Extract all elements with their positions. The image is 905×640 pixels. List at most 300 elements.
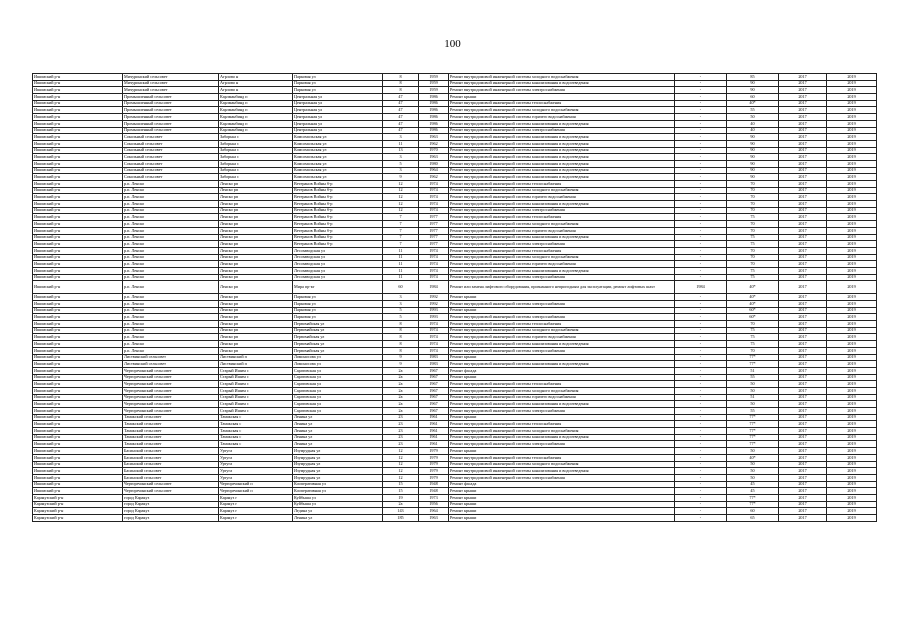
work-type-cell: Ремонт внутридомовой инженерной системы горячего водоснабжения xyxy=(449,227,675,234)
plan-start-cell: 2017 xyxy=(779,134,827,141)
plan-start-cell: 2017 xyxy=(779,414,827,421)
district-cell: Ишимский р-н xyxy=(33,307,123,314)
year-built-cell: 1962 xyxy=(419,174,449,181)
wear-percent-cell: 75 xyxy=(727,267,779,274)
house-number-cell: 5 xyxy=(383,314,419,321)
settlement-cell: Старый Ишим с xyxy=(219,367,293,374)
municipality-cell: р.п. Ленско xyxy=(123,234,219,241)
table-row xyxy=(33,100,877,107)
house-number-cell: 60 xyxy=(383,281,419,294)
district-cell: Ишимский р-н xyxy=(33,448,123,455)
plan-end-cell: 2019 xyxy=(827,281,877,294)
table-row xyxy=(33,394,877,401)
wear-percent-cell: 70 xyxy=(727,221,779,228)
street-cell: Лесозаводская ул xyxy=(293,261,383,268)
plan-start-cell: 2017 xyxy=(779,515,827,522)
last-repair-year-cell: - xyxy=(675,227,727,234)
year-built-cell: 1992 xyxy=(419,294,449,301)
wear-percent-cell: 77* xyxy=(727,441,779,448)
wear-percent-cell: 77* xyxy=(727,494,779,501)
municipality-cell: р.п. Ленско xyxy=(123,201,219,208)
work-type-cell: Ремонт крыши xyxy=(449,94,675,101)
house-number-cell: 2а xyxy=(383,367,419,374)
work-type-cell: Ремонт внутридомовой инженерной системы теплоснабжения xyxy=(449,321,675,328)
table-row xyxy=(33,174,877,181)
municipality-cell: р.п. Ленско xyxy=(123,347,219,354)
plan-start-cell: 2017 xyxy=(779,241,827,248)
street-cell: Ветеранов Войны б-р xyxy=(293,241,383,248)
municipality-cell: Сокольный сельсовет xyxy=(123,174,219,181)
last-repair-year-cell: - xyxy=(675,94,727,101)
wear-percent-cell: 77* xyxy=(727,428,779,435)
last-repair-year-cell: - xyxy=(675,428,727,435)
house-number-cell: 47 xyxy=(383,127,419,134)
plan-end-cell: 2019 xyxy=(827,307,877,314)
house-number-cell: 5 xyxy=(383,160,419,167)
street-cell: Комсомольская ул xyxy=(293,174,383,181)
table-row xyxy=(33,247,877,254)
year-built-cell: 1964 xyxy=(419,508,449,515)
house-number-cell: 47 xyxy=(383,114,419,121)
settlement-cell: Ленско рп xyxy=(219,307,293,314)
plan-start-cell: 2017 xyxy=(779,301,827,308)
street-cell: Ленина ул xyxy=(293,441,383,448)
last-repair-year-cell: - xyxy=(675,167,727,174)
plan-start-cell: 2017 xyxy=(779,261,827,268)
last-repair-year-cell: - xyxy=(675,354,727,361)
wear-percent-cell: 50 xyxy=(727,381,779,388)
house-number-cell: 19 xyxy=(383,494,419,501)
work-type-cell: Ремонт внутридомовой инженерной системы канализования и водоотведения xyxy=(449,267,675,274)
district-cell: Ишимский р-н xyxy=(33,347,123,354)
municipality-cell: город Каракуз xyxy=(123,515,219,522)
plan-end-cell: 2019 xyxy=(827,214,877,221)
work-type-cell: Ремонт внутридомовой инженерной системы горячего водоснабжения xyxy=(449,394,675,401)
plan-start-cell: 2017 xyxy=(779,254,827,261)
plan-start-cell: 2017 xyxy=(779,421,827,428)
municipality-cell: Промышленный сельсовет xyxy=(123,127,219,134)
municipality-cell: р.п. Ленско xyxy=(123,247,219,254)
plan-start-cell: 2017 xyxy=(779,154,827,161)
district-cell: Ишимский р-н xyxy=(33,160,123,167)
plan-end-cell: 2019 xyxy=(827,167,877,174)
year-built-cell: 1948 xyxy=(419,481,449,488)
table-row xyxy=(33,207,877,214)
year-built-cell: 1979 xyxy=(419,468,449,475)
year-built-cell: 1992 xyxy=(419,301,449,308)
plan-start-cell: 2017 xyxy=(779,481,827,488)
plan-end-cell: 2019 xyxy=(827,74,877,81)
street-cell: Куйбыша ул xyxy=(293,494,383,501)
house-number-cell: 3 xyxy=(383,294,419,301)
house-number-cell: 8 xyxy=(383,80,419,87)
table-row xyxy=(33,488,877,495)
plan-end-cell: 2019 xyxy=(827,488,877,495)
work-type-cell: Ремонт внутридомовой инженерной системы электроснабжения xyxy=(449,87,675,94)
last-repair-year-cell: - xyxy=(675,181,727,188)
district-cell: Ишимский р-н xyxy=(33,241,123,248)
work-type-cell: Ремонт внутридомовой инженерной системы электроснабжения xyxy=(449,207,675,214)
plan-start-cell: 2017 xyxy=(779,488,827,495)
wear-percent-cell: 90 xyxy=(727,140,779,147)
wear-percent-cell: 50 xyxy=(727,114,779,121)
plan-end-cell: 2019 xyxy=(827,441,877,448)
municipality-cell: Басинский сельсовет xyxy=(123,461,219,468)
house-number-cell: 23 xyxy=(383,421,419,428)
table-row xyxy=(33,474,877,481)
district-cell: Ишимский р-н xyxy=(33,334,123,341)
plan-end-cell: 2019 xyxy=(827,154,877,161)
street-cell: Комсомольская ул xyxy=(293,160,383,167)
last-repair-year-cell: - xyxy=(675,381,727,388)
house-number-cell: 11 xyxy=(383,254,419,261)
settlement-cell: Тамакская с xyxy=(219,434,293,441)
house-number-cell: 5 xyxy=(383,307,419,314)
district-cell: Ишимский р-н xyxy=(33,387,123,394)
municipality-cell: Сокольный сельсовет xyxy=(123,140,219,147)
plan-start-cell: 2017 xyxy=(779,114,827,121)
district-cell: Ишимский р-н xyxy=(33,87,123,94)
house-number-cell: 2а xyxy=(383,394,419,401)
year-built-cell: 1993 xyxy=(419,314,449,321)
district-cell: Ишимский р-н xyxy=(33,301,123,308)
year-built-cell: 1986 xyxy=(419,114,449,121)
plan-start-cell: 2017 xyxy=(779,461,827,468)
work-type-cell: Ремонт внутридомовой инженерной системы канализования и водоотведения xyxy=(449,174,675,181)
plan-start-cell: 2017 xyxy=(779,181,827,188)
last-repair-year-cell: - xyxy=(675,448,727,455)
house-number-cell: 12 xyxy=(383,474,419,481)
settlement-cell: Ленско рп xyxy=(219,194,293,201)
street-cell: Изумрудная ул xyxy=(293,474,383,481)
work-type-cell: Ремонт внутридомовой инженерной системы канализования и водоотведения xyxy=(449,167,675,174)
year-built-cell: 1979 xyxy=(419,461,449,468)
district-cell: Ишимский р-н xyxy=(33,441,123,448)
plan-start-cell: 2017 xyxy=(779,174,827,181)
year-built-cell: 1974 xyxy=(419,187,449,194)
year-built-cell: 1963 xyxy=(419,515,449,522)
work-type-cell: Ремонт внутридомовой инженерной системы канализования и водоотведения xyxy=(449,468,675,475)
settlement-cell: Старый Ишим с xyxy=(219,408,293,415)
work-type-cell: Ремонт внутридомовой инженерной системы холодного водоснабжения xyxy=(449,428,675,435)
last-repair-year-cell: - xyxy=(675,294,727,301)
house-number-cell: 185 xyxy=(383,515,419,522)
last-repair-year-cell: - xyxy=(675,494,727,501)
plan-end-cell: 2019 xyxy=(827,120,877,127)
municipality-cell: р.п. Ленско xyxy=(123,194,219,201)
house-number-cell: 11 xyxy=(383,274,419,281)
municipality-cell: Тамакский сельсовет xyxy=(123,441,219,448)
settlement-cell: Ленско рп xyxy=(219,221,293,228)
year-built-cell: 1974 xyxy=(419,201,449,208)
work-type-cell: Ремонт внутридомовой инженерной системы теплоснабжения xyxy=(449,454,675,461)
last-repair-year-cell: - xyxy=(675,394,727,401)
settlement-cell: Уртуга xyxy=(219,468,293,475)
table-row xyxy=(33,201,877,208)
settlement-cell: Карлманбинд п xyxy=(219,127,293,134)
wear-percent-cell: 50 xyxy=(727,448,779,455)
settlement-cell: Ленско рп xyxy=(219,261,293,268)
last-repair-year-cell: - xyxy=(675,454,727,461)
wear-percent-cell: 70 xyxy=(727,261,779,268)
year-built-cell: 1993 xyxy=(419,307,449,314)
year-built-cell: 1986 xyxy=(419,120,449,127)
last-repair-year-cell: - xyxy=(675,361,727,368)
table-row xyxy=(33,461,877,468)
work-type-cell: Ремонт внутридомовой инженерной системы канализования и водоотведения xyxy=(449,140,675,147)
district-cell: Ишимский р-н xyxy=(33,194,123,201)
plan-end-cell: 2019 xyxy=(827,254,877,261)
plan-start-cell: 2017 xyxy=(779,394,827,401)
work-type-cell: Ремонт внутридомовой инженерной системы горячего водоснабжения xyxy=(449,334,675,341)
municipality-cell: город Каракуз xyxy=(123,508,219,515)
settlement-cell: Листвинский п xyxy=(219,354,293,361)
plan-end-cell: 2019 xyxy=(827,461,877,468)
street-cell: Ветеранов Войны б-р xyxy=(293,214,383,221)
plan-end-cell: 2019 xyxy=(827,134,877,141)
work-type-cell: Ремонт внутридомовой инженерной системы электроснабжения xyxy=(449,347,675,354)
house-number-cell: 2а xyxy=(383,374,419,381)
house-number-cell: 8 xyxy=(383,321,419,328)
work-type-cell: Ремонт внутридомовой инженерной системы электроснабжения xyxy=(449,474,675,481)
wear-percent-cell: 85 xyxy=(727,74,779,81)
last-repair-year-cell: - xyxy=(675,267,727,274)
wear-percent-cell: 70 xyxy=(727,254,779,261)
street-cell: Комсомольская ул xyxy=(293,167,383,174)
year-built-cell: 1963 xyxy=(419,154,449,161)
street-cell: Комсомольская ул xyxy=(293,140,383,147)
settlement-cell: Ленско рп xyxy=(219,341,293,348)
last-repair-year-cell: - xyxy=(675,468,727,475)
street-cell: Парковая ул xyxy=(293,307,383,314)
house-number-cell: 9 xyxy=(383,361,419,368)
settlement-cell: Каракуз г xyxy=(219,508,293,515)
settlement-cell: Ленско рп xyxy=(219,247,293,254)
year-built-cell: 1967 xyxy=(419,394,449,401)
street-cell: Парковая ул xyxy=(293,87,383,94)
year-built-cell: 1984 xyxy=(419,281,449,294)
municipality-cell: Черторечинский сельсовет xyxy=(123,387,219,394)
district-cell: Ишимский р-н xyxy=(33,434,123,441)
settlement-cell: Тамакская с xyxy=(219,414,293,421)
year-built-cell: 1967 xyxy=(419,401,449,408)
district-cell: Ишимский р-н xyxy=(33,221,123,228)
year-built-cell: 1961 xyxy=(419,428,449,435)
work-type-cell: Ремонт внутридомовой инженерной системы горячего водоснабжения xyxy=(449,261,675,268)
house-number-cell: 3 xyxy=(383,134,419,141)
settlement-cell: Ленско рп xyxy=(219,214,293,221)
street-cell: Центральная ул xyxy=(293,120,383,127)
district-cell: Ишимский р-н xyxy=(33,281,123,294)
street-cell: Ветеранов Войны б-р xyxy=(293,194,383,201)
table-row xyxy=(33,428,877,435)
plan-end-cell: 2019 xyxy=(827,448,877,455)
district-cell: Ишимский р-н xyxy=(33,454,123,461)
year-built-cell: 1974 xyxy=(419,267,449,274)
settlement-cell: Ленско рп xyxy=(219,281,293,294)
municipality-cell: Промышленный сельсовет xyxy=(123,94,219,101)
plan-start-cell: 2017 xyxy=(779,314,827,321)
district-cell: Ишимский р-н xyxy=(33,80,123,87)
district-cell: Ишимский р-н xyxy=(33,267,123,274)
year-built-cell: 1970 xyxy=(419,147,449,154)
municipality-cell: Черторечинский сельсовет xyxy=(123,408,219,415)
year-built-cell: 1979 xyxy=(419,448,449,455)
municipality-cell: город Каракуз xyxy=(123,494,219,501)
plan-start-cell: 2017 xyxy=(779,167,827,174)
last-repair-year-cell: - xyxy=(675,387,727,394)
municipality-cell: Листвинский сельсовет xyxy=(123,361,219,368)
settlement-cell: Ленско рп xyxy=(219,327,293,334)
plan-start-cell: 2017 xyxy=(779,361,827,368)
municipality-cell: Сокольный сельсовет xyxy=(123,160,219,167)
plan-end-cell: 2019 xyxy=(827,374,877,381)
plan-start-cell: 2017 xyxy=(779,501,827,508)
table-row xyxy=(33,160,877,167)
settlement-cell: Ленско рп xyxy=(219,274,293,281)
street-cell: Саратовская ул xyxy=(293,374,383,381)
house-number-cell: 11 xyxy=(383,267,419,274)
district-cell: Ишимский р-н xyxy=(33,201,123,208)
municipality-cell: р.п. Ленско xyxy=(123,241,219,248)
house-number-cell: 2а xyxy=(383,408,419,415)
wear-percent-cell: 70 xyxy=(727,187,779,194)
plan-start-cell: 2017 xyxy=(779,341,827,348)
house-number-cell: 7 xyxy=(383,221,419,228)
work-type-cell: Ремонт внутридомовой инженерной системы холодного водоснабжения xyxy=(449,187,675,194)
wear-percent-cell: 77* xyxy=(727,354,779,361)
plan-end-cell: 2019 xyxy=(827,494,877,501)
house-number-cell: 12 xyxy=(383,454,419,461)
table-row xyxy=(33,154,877,161)
table-row xyxy=(33,421,877,428)
year-built-cell: 1986 xyxy=(419,127,449,134)
house-number-cell: 12 xyxy=(383,194,419,201)
settlement-cell: Заборька с xyxy=(219,160,293,167)
wear-percent-cell: 51 xyxy=(727,367,779,374)
year-built-cell: 1974 xyxy=(419,194,449,201)
table-row xyxy=(33,334,877,341)
municipality-cell: Черторечинский сельсовет xyxy=(123,401,219,408)
table-row xyxy=(33,301,877,308)
street-cell: Первомайская ул xyxy=(293,347,383,354)
municipality-cell: город Каракуз xyxy=(123,501,219,508)
table-row xyxy=(33,294,877,301)
street-cell: Ветеранов Войны б-р xyxy=(293,187,383,194)
street-cell: Ветеранов Войны б-р xyxy=(293,221,383,228)
street-cell: Ленина ул xyxy=(293,434,383,441)
municipality-cell: р.п. Ленско xyxy=(123,181,219,188)
settlement-cell: Заборька с xyxy=(219,147,293,154)
district-cell: Ишимский р-н xyxy=(33,134,123,141)
district-cell: Ишимский р-н xyxy=(33,154,123,161)
capital-repair-table xyxy=(32,73,877,522)
table-row xyxy=(33,314,877,321)
street-cell: Изумрудная ул xyxy=(293,461,383,468)
wear-percent-cell: 90 xyxy=(727,87,779,94)
year-built-cell: 1974 xyxy=(419,321,449,328)
wear-percent-cell: 60 xyxy=(727,94,779,101)
plan-start-cell: 2017 xyxy=(779,381,827,388)
wear-percent-cell: 75 xyxy=(727,334,779,341)
plan-start-cell: 2017 xyxy=(779,120,827,127)
district-cell: Ишимский р-н xyxy=(33,321,123,328)
street-cell: Ленина ул xyxy=(293,428,383,435)
plan-start-cell: 2017 xyxy=(779,401,827,408)
wear-percent-cell: 90 xyxy=(727,154,779,161)
street-cell: Ветеранов Войны б-р xyxy=(293,207,383,214)
work-type-cell: Ремонт крыши xyxy=(449,374,675,381)
work-type-cell: Ремонт крыши xyxy=(449,294,675,301)
year-built-cell: 1973 xyxy=(419,494,449,501)
house-number-cell: 3 xyxy=(383,154,419,161)
district-cell: Ишимский р-н xyxy=(33,254,123,261)
street-cell: Центральная ул xyxy=(293,100,383,107)
district-cell: Ишимский р-н xyxy=(33,408,123,415)
district-cell: Ишимский р-н xyxy=(33,94,123,101)
district-cell: Ишимский р-н xyxy=(33,214,123,221)
plan-end-cell: 2019 xyxy=(827,454,877,461)
work-type-cell: Ремонт внутридомовой инженерной системы электроснабжения xyxy=(449,241,675,248)
district-cell: Ишимский р-н xyxy=(33,481,123,488)
table-row xyxy=(33,374,877,381)
wear-percent-cell: 70 xyxy=(727,207,779,214)
plan-end-cell: 2019 xyxy=(827,241,877,248)
plan-start-cell: 2017 xyxy=(779,281,827,294)
plan-end-cell: 2019 xyxy=(827,294,877,301)
plan-end-cell: 2019 xyxy=(827,428,877,435)
year-built-cell: 1974 xyxy=(419,341,449,348)
plan-end-cell: 2019 xyxy=(827,234,877,241)
plan-end-cell: 2019 xyxy=(827,267,877,274)
street-cell: Ленина ул xyxy=(293,515,383,522)
plan-start-cell: 2017 xyxy=(779,207,827,214)
municipality-cell: Промышленный сельсовет xyxy=(123,107,219,114)
house-number-cell: 11 xyxy=(383,261,419,268)
plan-start-cell: 2017 xyxy=(779,474,827,481)
plan-end-cell: 2019 xyxy=(827,187,877,194)
plan-end-cell: 2019 xyxy=(827,201,877,208)
house-number-cell: 15 xyxy=(383,481,419,488)
district-cell: Ишимский р-н xyxy=(33,234,123,241)
work-type-cell: Ремонт внутридомовой инженерной системы теплоснабжения xyxy=(449,381,675,388)
plan-start-cell: 2017 xyxy=(779,194,827,201)
house-number-cell: 8 xyxy=(383,74,419,81)
plan-start-cell: 2017 xyxy=(779,354,827,361)
work-type-cell: Ремонт или замена лифтового оборудования, признанного непригодным для эксплуатации, ремонт лифтовых шахт xyxy=(449,281,675,294)
plan-start-cell: 2017 xyxy=(779,307,827,314)
street-cell: Комсомольская ул xyxy=(293,134,383,141)
plan-start-cell: 2017 xyxy=(779,100,827,107)
settlement-cell: Старый Ишим с xyxy=(219,401,293,408)
last-repair-year-cell: - xyxy=(675,401,727,408)
plan-start-cell: 2017 xyxy=(779,127,827,134)
last-repair-year-cell: - xyxy=(675,488,727,495)
plan-end-cell: 2019 xyxy=(827,207,877,214)
settlement-cell: Старый Ишим с xyxy=(219,394,293,401)
district-cell: Ишимский р-н xyxy=(33,247,123,254)
year-built-cell: 1959 xyxy=(419,80,449,87)
work-type-cell: Ремонт внутридомовой инженерной системы канализования и водоотведения xyxy=(449,201,675,208)
last-repair-year-cell: - xyxy=(675,207,727,214)
wear-percent-cell: 70 xyxy=(727,347,779,354)
district-cell: Каракузский р-н xyxy=(33,508,123,515)
municipality-cell: р.п. Ленско xyxy=(123,341,219,348)
year-built-cell: 1974 xyxy=(419,347,449,354)
last-repair-year-cell: - xyxy=(675,127,727,134)
municipality-cell: Черторечинский сельсовет xyxy=(123,381,219,388)
plan-start-cell: 2017 xyxy=(779,374,827,381)
